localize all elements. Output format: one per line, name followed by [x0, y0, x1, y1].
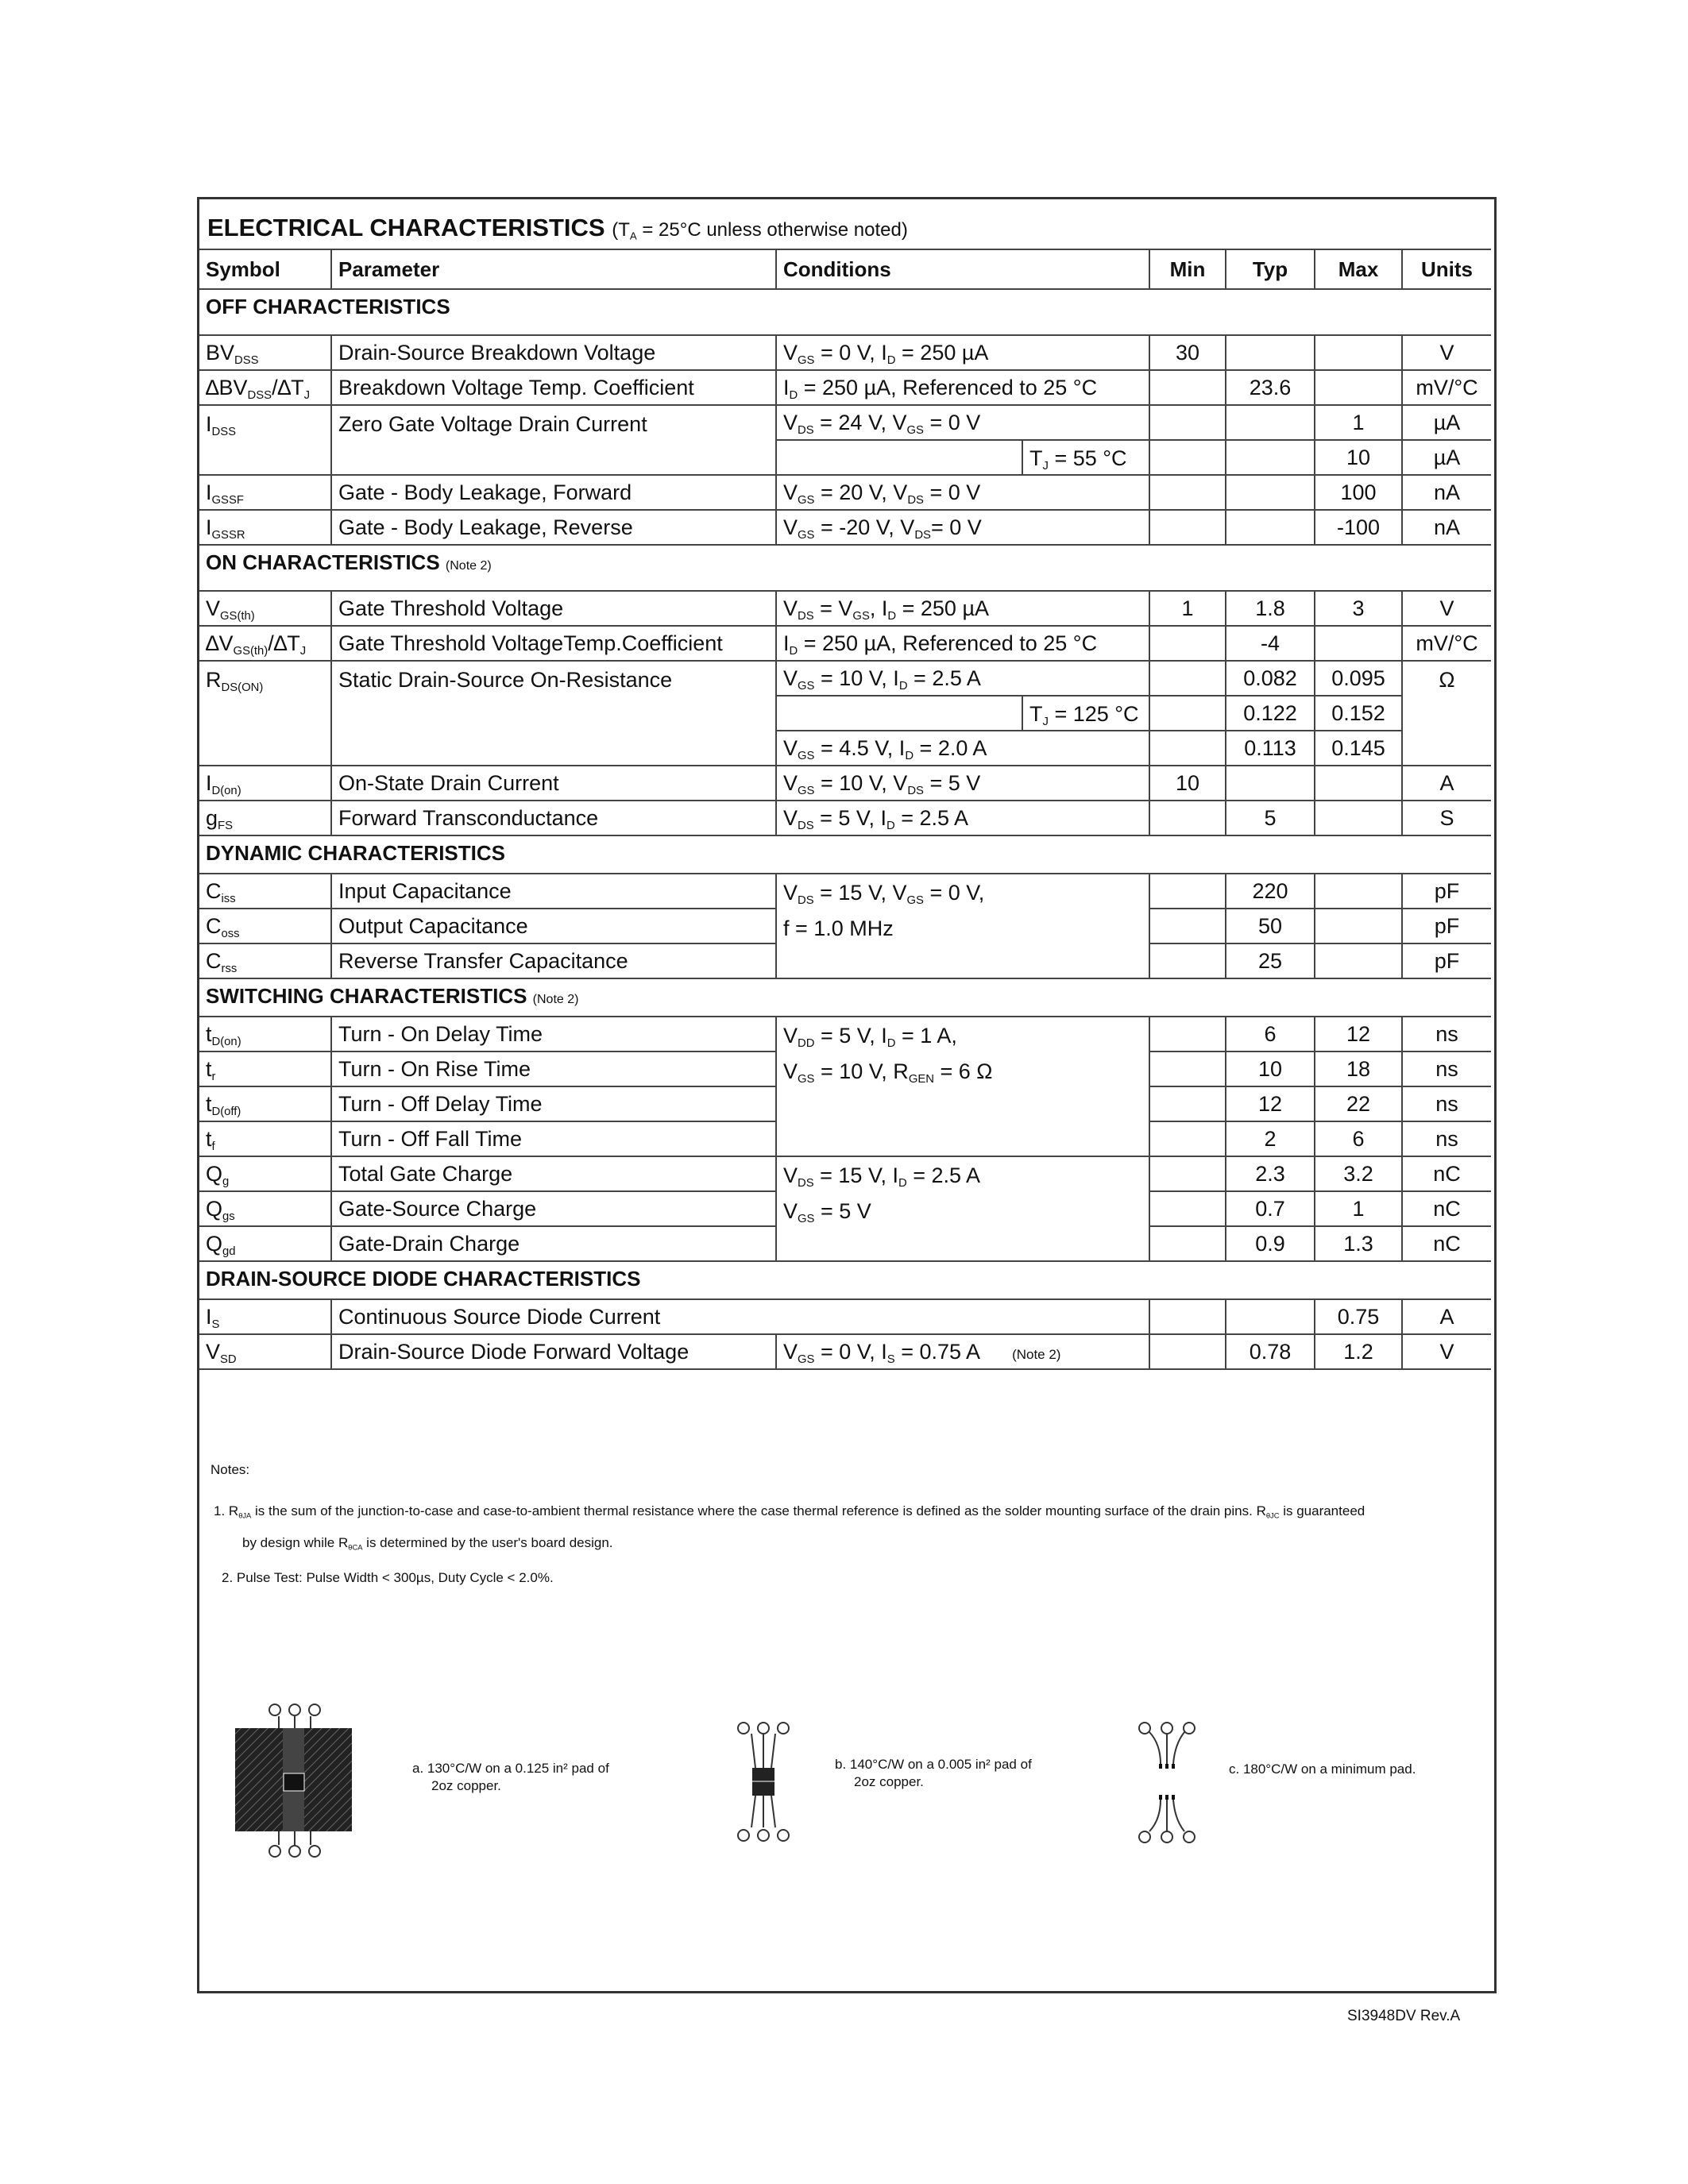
table-row [199, 405, 1491, 440]
max-cell: 0.095 [1315, 661, 1402, 696]
typ-cell: 6 [1226, 1017, 1315, 1051]
typ-cell [1226, 335, 1315, 370]
units-cell: nC [1402, 1191, 1491, 1226]
parameter-cell: Output Capacitance [331, 909, 776, 943]
units-cell: V [1402, 1334, 1491, 1369]
max-cell [1315, 943, 1402, 978]
table-row [199, 1156, 1491, 1191]
max-cell: 18 [1315, 1051, 1402, 1086]
max-cell: 1 [1315, 1191, 1402, 1226]
symbol-cell: $I_{GSSF}$ [199, 475, 331, 510]
max-cell: 10 [1315, 440, 1402, 475]
max-cell [1315, 335, 1402, 370]
max-cell: 3 [1315, 591, 1402, 626]
typ-cell: 12 [1226, 1086, 1315, 1121]
conditions-cell: $V_{DS} = 5$ V, $I_D = 2.5$ A [776, 801, 1149, 835]
conditions-cell: $V_{DD} = 5$ V, $I_D = 1$ A, $V_{GS} = 10$ V, $R_{GEN} = 6$ Ω [776, 1017, 1149, 1156]
typ-cell: 0.78 [1226, 1334, 1315, 1369]
pad-figure-b [724, 1716, 803, 1851]
symbol-cell: $I_{D(on)}$ [199, 766, 331, 801]
max-cell: 6 [1315, 1121, 1402, 1156]
parameter-cell: Gate Threshold VoltageTemp.Coefficient [331, 626, 776, 661]
parameter-cell: Turn - On Rise Time [331, 1051, 776, 1086]
conditions-cell: $V_{DS} = 15$ V, $I_D = 2.5$ A $V_{GS} = 5$ V [776, 1156, 1149, 1261]
pad-figure-c [1129, 1716, 1208, 1851]
min-cell [1149, 1051, 1226, 1086]
typ-cell: 2 [1226, 1121, 1315, 1156]
min-cell [1149, 943, 1226, 978]
section-row-dynamic [199, 835, 1491, 874]
units-cell: µA [1402, 440, 1491, 475]
symbol-cell: $V_{GS(th)}$ [199, 591, 331, 626]
notes-block [211, 1462, 1481, 1586]
typ-cell [1226, 475, 1315, 510]
units-cell: A [1402, 766, 1491, 801]
parameter-cell: Breakdown Voltage Temp. Coefficient [331, 370, 776, 405]
min-cell [1149, 1299, 1226, 1334]
typ-cell: 0.7 [1226, 1191, 1315, 1226]
table-row [199, 874, 1491, 909]
conditions-cell: $I_D = 250$ µA, Referenced to 25 °C [776, 626, 1149, 661]
max-cell: 1.2 [1315, 1334, 1402, 1369]
max-cell: 1.3 [1315, 1226, 1402, 1261]
min-cell: 30 [1149, 335, 1226, 370]
table-row [199, 475, 1491, 510]
symbol-cell: $C_{iss}$ [199, 874, 331, 909]
symbol-cell: $C_{oss}$ [199, 909, 331, 943]
table-row [199, 370, 1491, 405]
conditions-cell: $V_{DS} = 24$ V, $V_{GS} = 0$ V [776, 405, 1149, 440]
units-cell: ns [1402, 1086, 1491, 1121]
conditions-cell: $V_{GS} = 10$ V, $I_D = 2.5$ A [776, 661, 1149, 696]
typ-cell: 50 [1226, 909, 1315, 943]
parameter-cell: Drain-Source Diode Forward Voltage [331, 1334, 776, 1369]
header-conditions: Conditions [776, 249, 1149, 289]
note-2: 2. Pulse Test: Pulse Width < 300µs, Duty Cycle < 2.0%. [222, 1570, 554, 1585]
typ-cell [1226, 440, 1315, 475]
symbol-cell: $I_S$ [199, 1299, 331, 1334]
symbol-cell: $Q_g$ [199, 1156, 331, 1191]
units-cell: Ω [1402, 661, 1491, 766]
units-cell: mV/°C [1402, 626, 1491, 661]
conditions-cell: $V_{GS} = 20$ V, $V_{DS} = 0$ V [776, 475, 1149, 510]
parameter-cell: Continuous Source Diode Current [331, 1299, 1149, 1334]
max-cell: 0.152 [1315, 696, 1402, 731]
parameter-cell: Gate-Drain Charge [331, 1226, 776, 1261]
notes-heading: Notes: [211, 1462, 250, 1477]
parameter-cell: Zero Gate Voltage Drain Current [331, 405, 776, 475]
min-cell [1149, 1156, 1226, 1191]
min-cell [1149, 626, 1226, 661]
parameter-cell: Gate Threshold Voltage [331, 591, 776, 626]
max-cell: 0.145 [1315, 731, 1402, 766]
units-cell: nC [1402, 1226, 1491, 1261]
section-diode-title: DRAIN-SOURCE DIODE CHARACTERISTICS [199, 1261, 1491, 1299]
max-cell: 12 [1315, 1017, 1402, 1051]
max-cell: 1 [1315, 405, 1402, 440]
units-cell: nA [1402, 510, 1491, 545]
parameter-cell: Forward Transconductance [331, 801, 776, 835]
symbol-cell: $C_{rss}$ [199, 943, 331, 978]
typ-cell: 25 [1226, 943, 1315, 978]
symbol-cell: $Q_{gs}$ [199, 1191, 331, 1226]
typ-cell [1226, 510, 1315, 545]
parameter-cell: Static Drain-Source On-Resistance [331, 661, 776, 766]
parameter-cell: Reverse Transfer Capacitance [331, 943, 776, 978]
table-row [199, 661, 1491, 696]
typ-cell [1226, 1299, 1315, 1334]
parameter-cell: On-State Drain Current [331, 766, 776, 801]
parameter-cell: Input Capacitance [331, 874, 776, 909]
typ-cell [1226, 766, 1315, 801]
max-cell [1315, 766, 1402, 801]
min-cell [1149, 1334, 1226, 1369]
max-cell [1315, 626, 1402, 661]
units-cell: pF [1402, 909, 1491, 943]
max-cell: 0.75 [1315, 1299, 1402, 1334]
min-cell [1149, 661, 1226, 696]
min-cell [1149, 405, 1226, 440]
typ-cell: 0.122 [1226, 696, 1315, 731]
min-cell [1149, 370, 1226, 405]
table-row [199, 801, 1491, 835]
table-row [199, 1017, 1491, 1051]
min-cell [1149, 1226, 1226, 1261]
min-cell [1149, 1191, 1226, 1226]
min-cell [1149, 1086, 1226, 1121]
symbol-cell: $Q_{gd}$ [199, 1226, 331, 1261]
symbol-cell: $I_{GSSR}$ [199, 510, 331, 545]
section-dynamic-title: DYNAMIC CHARACTERISTICS [199, 835, 1491, 874]
header-units: Units [1402, 249, 1491, 289]
typ-cell: 5 [1226, 801, 1315, 835]
conditions-cell [776, 696, 1149, 731]
footer-part-number: SI3948DV Rev.A [1347, 2008, 1461, 2024]
tj-condition: $T_J = 125$ °C [1022, 696, 1149, 730]
min-cell [1149, 696, 1226, 731]
typ-cell: 220 [1226, 874, 1315, 909]
spec-frame [197, 197, 1497, 1993]
conditions-cell: $V_{GS} = 4.5$ V, $I_D = 2.0$ A [776, 731, 1149, 766]
pad-figure-a [231, 1692, 358, 1875]
header-typ: Typ [1226, 249, 1315, 289]
min-cell: 1 [1149, 591, 1226, 626]
conditions-cell: $V_{DS} = 15$ V, $V_{GS} = 0$ V, f = 1.0 MHz [776, 874, 1149, 978]
table-row [199, 1299, 1491, 1334]
typ-cell: 23.6 [1226, 370, 1315, 405]
page-title [207, 206, 908, 250]
units-cell: S [1402, 801, 1491, 835]
units-cell: ns [1402, 1121, 1491, 1156]
units-cell: nA [1402, 475, 1491, 510]
conditions-cell: $V_{GS} = 10$ V, $V_{DS} = 5$ V [776, 766, 1149, 801]
conditions-cell: $I_D = 250$ µA, Referenced to 25 °C [776, 370, 1149, 405]
typ-cell: -4 [1226, 626, 1315, 661]
typ-cell: 0.082 [1226, 661, 1315, 696]
parameter-cell: Gate - Body Leakage, Reverse [331, 510, 776, 545]
max-cell: -100 [1315, 510, 1402, 545]
symbol-cell: $t_f$ [199, 1121, 331, 1156]
max-cell: 100 [1315, 475, 1402, 510]
conditions-cell: $V_{GS} = 0$ V, $I_S = 0.75$ A (Note 2) [776, 1334, 1149, 1369]
parameter-cell: Turn - Off Delay Time [331, 1086, 776, 1121]
table-header-row [199, 249, 1491, 289]
units-cell: pF [1402, 943, 1491, 978]
tj-condition: $T_J = 55$ °C [1022, 441, 1149, 474]
max-cell [1315, 370, 1402, 405]
units-cell: nC [1402, 1156, 1491, 1191]
header-parameter: Parameter [331, 249, 776, 289]
parameter-cell: Turn - On Delay Time [331, 1017, 776, 1051]
section-switching-title: SWITCHING CHARACTERISTICS (Note 2) [199, 978, 1491, 1017]
table-row [199, 335, 1491, 370]
table-row [199, 766, 1491, 801]
typ-cell: 2.3 [1226, 1156, 1315, 1191]
header-max: Max [1315, 249, 1402, 289]
typ-cell: 1.8 [1226, 591, 1315, 626]
section-row-diode [199, 1261, 1491, 1299]
parameter-cell: Gate - Body Leakage, Forward [331, 475, 776, 510]
max-cell [1315, 801, 1402, 835]
note-1: 1. $R_{\theta JA}$ is the sum of the junction-to-case and case-to-ambient thermal resistance where the case thermal reference is defined as the solder mounting surface of the drain pins. $R_{\theta JC}$ is guaranteed by design while $R_{\theta CA}$ is determined by the user's board design. [214, 1503, 1365, 1552]
conditions-cell: $V_{GS} = -20$ V, $V_{DS}= 0$ V [776, 510, 1149, 545]
symbol-cell: $t_{D(off)}$ [199, 1086, 331, 1121]
min-cell: 10 [1149, 766, 1226, 801]
max-cell [1315, 909, 1402, 943]
title-condition: ($T_A = 25^\circ C$ unless otherwise noted) [612, 219, 908, 242]
typ-cell [1226, 405, 1315, 440]
figure-c-caption: c. 180°C/W on a minimum pad. [1229, 1761, 1416, 1777]
typ-cell: 10 [1226, 1051, 1315, 1086]
table-row [199, 1334, 1491, 1369]
symbol-cell: $t_r$ [199, 1051, 331, 1086]
max-cell [1315, 874, 1402, 909]
units-cell: mV/°C [1402, 370, 1491, 405]
section-row-on [199, 545, 1491, 591]
min-cell [1149, 1017, 1226, 1051]
units-cell: V [1402, 591, 1491, 626]
conditions-cell: $V_{DS} = V_{GS}$, $I_D = 250$ µA [776, 591, 1149, 626]
units-cell: V [1402, 335, 1491, 370]
title-main: ELECTRICAL CHARACTERISTICS [207, 214, 605, 241]
symbol-cell: $t_{D(on)}$ [199, 1017, 331, 1051]
header-min: Min [1149, 249, 1226, 289]
min-cell [1149, 909, 1226, 943]
symbol-cell: $\Delta BV_{DSS}/\Delta T_J$ [199, 370, 331, 405]
symbol-cell: $g_{FS}$ [199, 801, 331, 835]
min-cell [1149, 510, 1226, 545]
units-cell: µA [1402, 405, 1491, 440]
section-row-switching [199, 978, 1491, 1017]
parameter-cell: Turn - Off Fall Time [331, 1121, 776, 1156]
section-row-off [199, 289, 1491, 335]
min-cell [1149, 801, 1226, 835]
header-symbol: Symbol [199, 249, 331, 289]
electrical-characteristics-table [199, 249, 1491, 1370]
parameter-cell: Gate-Source Charge [331, 1191, 776, 1226]
table-row [199, 626, 1491, 661]
symbol-cell: $V_{SD}$ [199, 1334, 331, 1369]
units-cell: A [1402, 1299, 1491, 1334]
min-cell [1149, 1121, 1226, 1156]
figure-a-caption: a. 130°C/W on a 0.125 in² pad of 2oz copper. [412, 1761, 609, 1793]
units-cell: ns [1402, 1017, 1491, 1051]
typ-cell: 0.9 [1226, 1226, 1315, 1261]
max-cell: 22 [1315, 1086, 1402, 1121]
min-cell [1149, 874, 1226, 909]
units-cell: pF [1402, 874, 1491, 909]
table-row [199, 510, 1491, 545]
parameter-cell: Total Gate Charge [331, 1156, 776, 1191]
section-off-title: OFF CHARACTERISTICS [199, 289, 1491, 335]
conditions-cell: $V_{GS} = 0$ V, $I_D = 250$ µA [776, 335, 1149, 370]
symbol-cell: $R_{DS(ON)}$ [199, 661, 331, 766]
max-cell: 3.2 [1315, 1156, 1402, 1191]
units-cell: ns [1402, 1051, 1491, 1086]
parameter-cell: Drain-Source Breakdown Voltage [331, 335, 776, 370]
figure-b-caption: b. 140°C/W on a 0.005 in² pad of 2oz copper. [835, 1757, 1032, 1789]
symbol-cell: $\Delta V_{GS(th)}/\Delta T_J$ [199, 626, 331, 661]
symbol-cell: $BV_{DSS}$ [199, 335, 331, 370]
symbol-cell: $I_{DSS}$ [199, 405, 331, 475]
table-row [199, 591, 1491, 626]
typ-cell: 0.113 [1226, 731, 1315, 766]
min-cell [1149, 731, 1226, 766]
conditions-cell [776, 440, 1149, 475]
min-cell [1149, 440, 1226, 475]
section-on-title: ON CHARACTERISTICS (Note 2) [199, 545, 1491, 591]
min-cell [1149, 475, 1226, 510]
